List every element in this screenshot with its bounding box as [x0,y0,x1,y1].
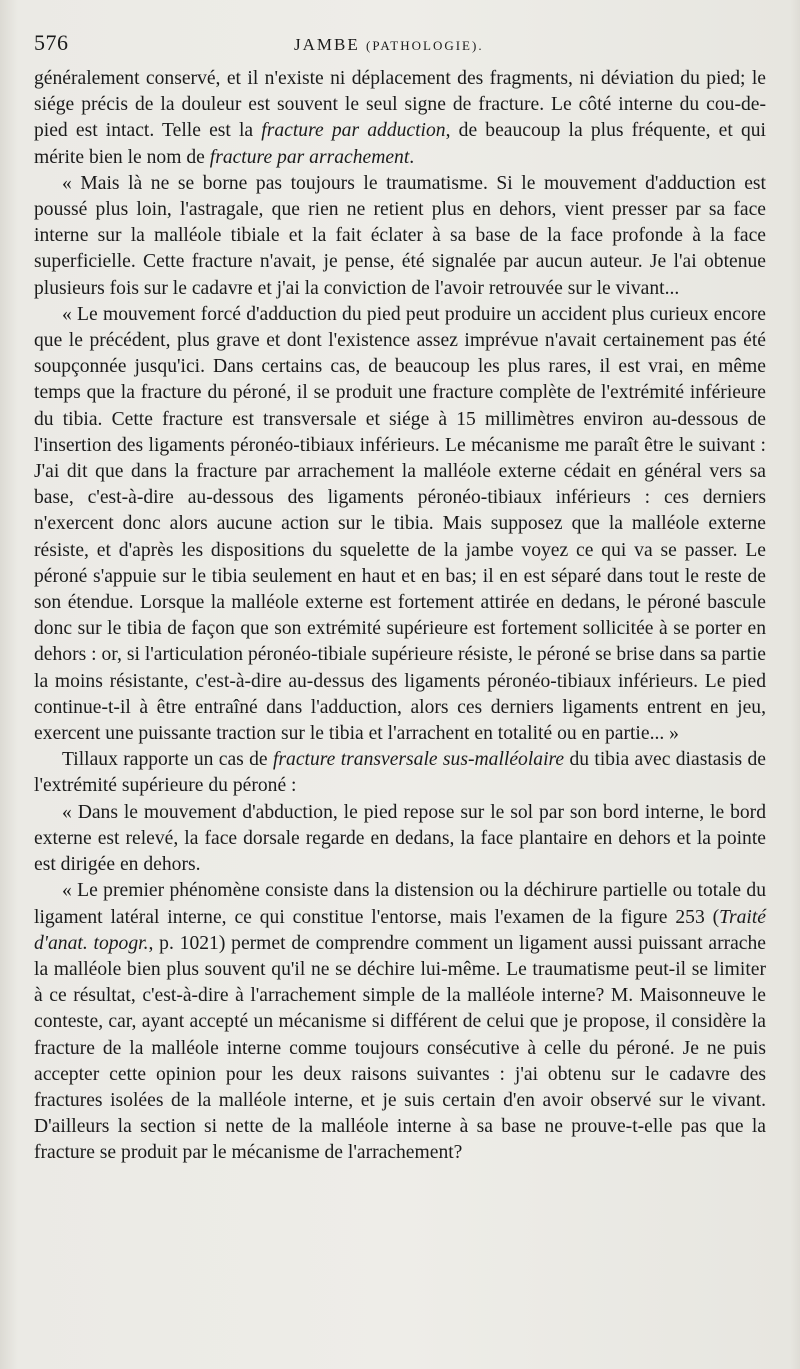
running-title-sub: (PATHOLOGIE). [365,38,484,53]
italic-run: Traité d'anat. topogr. [34,906,766,954]
text-run: , de beaucoup la plus fréquente, et qui mérite bien le nom de [34,120,767,168]
running-title-main: JAMBE [294,35,360,54]
text-run: « Mais là ne se borne pas toujours le traumatisme. Si le mouvement d'adduction est poussé plus loin, l'astragale, que rien ne retient plus en dehors, vient presser par sa face interne sur la malléole tibiale et la fait éclater à sa base de la face profonde à la face superficielle. Cette fracture n'avait, je pense, été signalée par aucun auteur. Je l'ai obtenue plusieurs fois sur le cadavre et j'ai la conviction de l'avoir retrouvée sur le vivant... [34,172,766,299]
body-text [34,66,766,1167]
text-run: « Dans le mouvement d'abduction, le pied repose sur le sol par son bord interne, le bord externe est relevé, la face dorsale regarde en dedans, la face plantaire en dehors et la pointe est dirigée en dehors. [34,801,766,876]
paragraph [34,66,766,171]
paragraph [34,747,766,799]
text-run: « Le premier phénomène consiste dans la distension ou la déchirure partielle ou totale du ligament latéral interne, ce qui constitue l'entorse, mais l'examen de la figure 253 ( [34,880,766,928]
paragraph [34,302,766,747]
page-number: 576 [34,30,69,55]
text-run: , p. 1021) permet de comprendre comment un ligament aussi puissant arrache la malléole bien plus souvent qu'il ne se déchire lui-même. Le traumatisme peut-il se limiter à ce résultat, c'est-à-dire à l'arrachement simple de la malléole interne? M. Maisonneuve le conteste, car, ayant accepté un mécanisme si différent de celui que je propose, il considère la fracture de la malléole interne comme toujours consécutive à celle du péroné. Je ne puis accepter cette opinion pour les deux raisons suivantes : j'ai obtenu sur le cadavre des fractures isolées de la malléole interne, et je suis certain d'en avoir observé sur le vivant. D'ailleurs la section si nette de la malléole interne à sa base ne prouve-t-elle pas que la fracture se produit par le mécanisme de l'arrachement? [34,932,766,1164]
text-run: « Le mouvement forcé d'adduction du pied peut produire un accident plus curieux encore que le précédent, plus grave et dont l'existence assez imprévue n'avait certainement pas été soupçonnée jusqu'ici. Dans certains cas, de beaucoup les plus rares, il est vrai, en même temps que la fracture du péroné, il se produit une fracture complète de l'extrémité inférieure du tibia. Cette fracture est transversale et siége à 15 millimètres environ au-dessous de l'insertion des ligaments péronéo-tibiaux inférieurs. Le mécanisme me paraît être le suivant : J'ai dit que dans la fracture par arrachement la malléole externe cédait en général vers sa base, c'est-à-dire au-dessous des ligaments péronéo-tibiaux inférieurs : ces derniers n'exercent donc alors aucune action sur le tibia. Mais supposez que la malléole externe résiste, et d'après les dispositions du squelette de la jambe voyez ce qui va se passer. Le péroné s'appuie sur le tibia seulement en haut et en bas; il en est séparé dans tout le reste de son étendue. Lorsque la malléole externe est fortement attirée en dedans, le péroné bascule donc sur le tibia de façon que son extrémité supérieure est fortement sollicitée à se porter en dehors : or, si l'articulation péronéo-tibiale supérieure résiste, le péroné se brise dans sa partie la moins résistante, c'est-à-dire au-dessus des ligaments péronéo-tibiaux inférieurs. Le pied continue-t-il à être entraîné dans l'adduction, alors ces derniers ligaments entrent en jeu, exercent une puissante traction sur le tibia et l'arrachent en totalité ou en partie... » [34,303,766,745]
italic-run: fracture par adduction [261,120,446,142]
text-run: du tibia avec diastasis de l'extrémité supérieure du péroné : [34,749,766,797]
italic-run: fracture par arrachement [209,146,410,168]
running-header [34,30,766,66]
text-run: . [409,146,415,168]
running-title [294,35,484,55]
text-run: Tillaux rapporte un cas de [62,749,273,771]
paragraph [34,171,766,302]
paragraph [34,800,766,879]
italic-run: fracture transversale sus-malléolaire [272,749,565,771]
paragraph [34,878,766,1166]
text-run: généralement conservé, et il n'existe ni déplacement des fragments, ni déviation du pied; le siége précis de la douleur est souvent le seul signe de fracture. Le côté interne du cou-de-pied est intact. Telle est la [34,68,766,142]
